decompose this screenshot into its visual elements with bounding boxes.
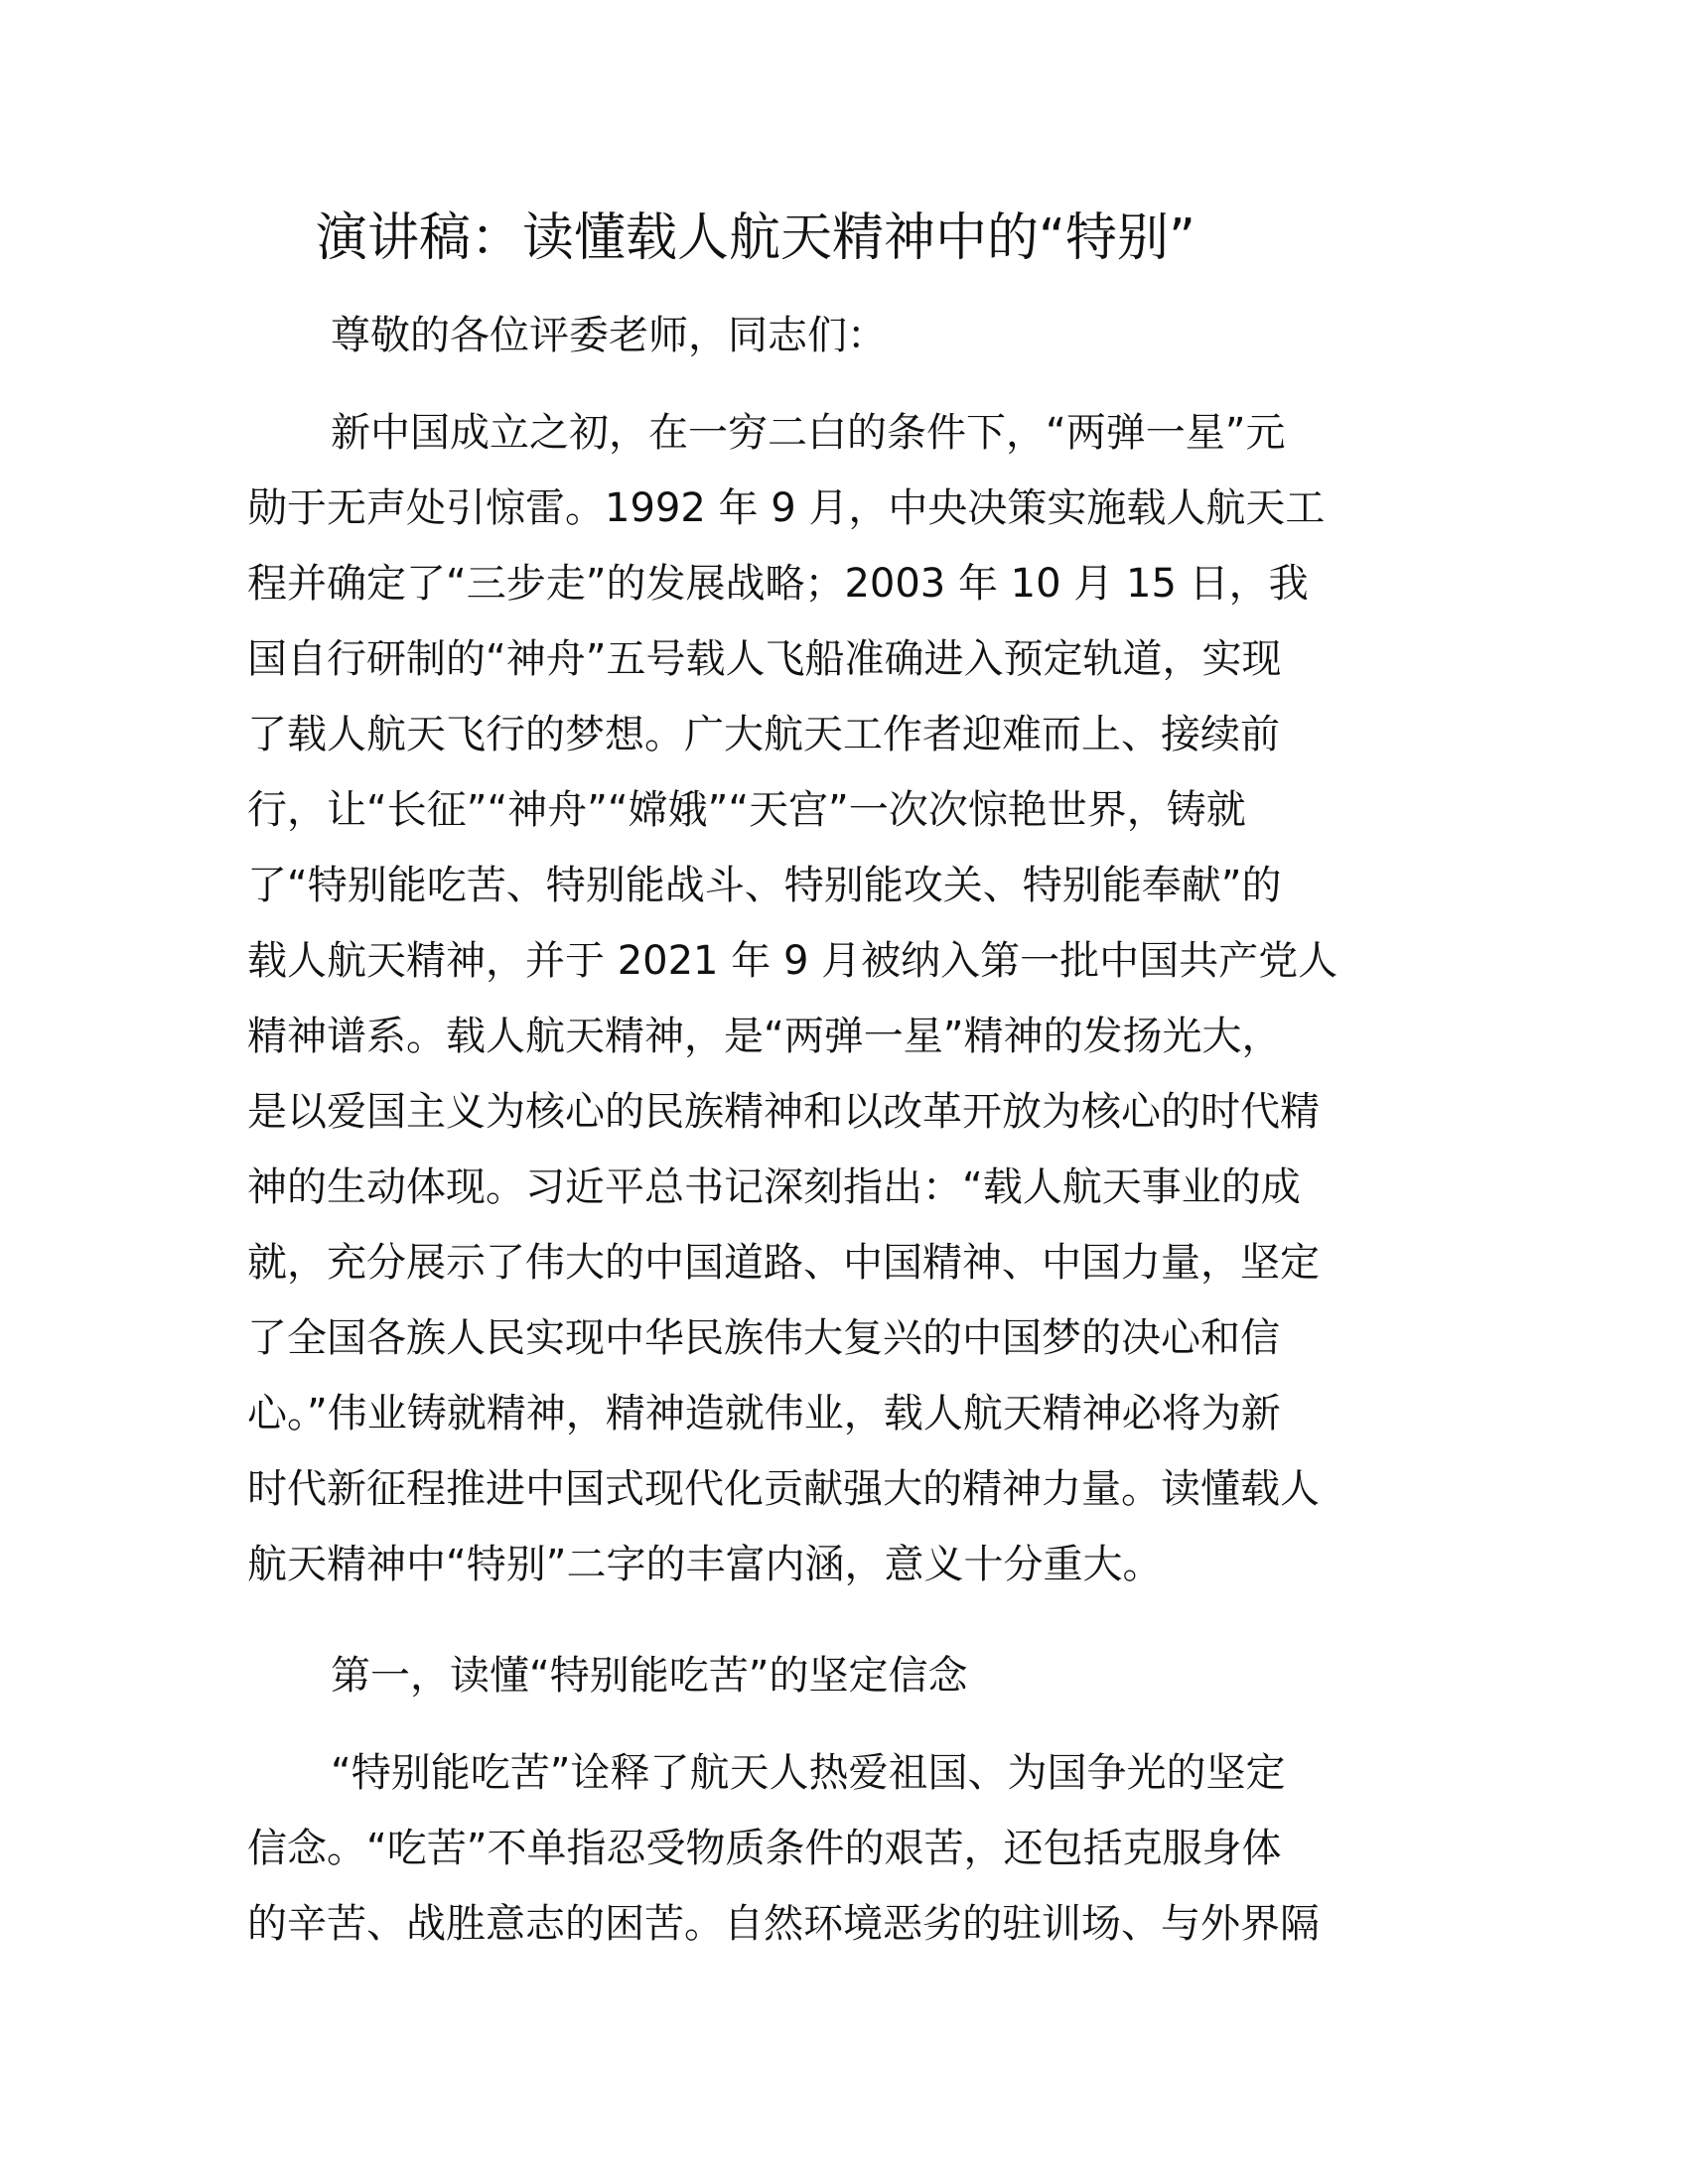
paragraph-intro: [247, 395, 1337, 1602]
paragraph-line: 神的生动体现。习近平总书记深刻指出：“载人航天事业的成: [247, 1164, 1301, 1210]
paragraph-line: 了载人航天飞行的梦想。广大航天工作者迎难而上、接续前: [247, 712, 1280, 757]
paragraph-line: 新中国成立之初，在一穷二白的条件下，“两弹一星”元: [331, 410, 1286, 456]
section-heading: 第一，读懂“特别能吃苦”的坚定信念: [331, 1653, 968, 1699]
paragraph-line: 信念。“吃苦”不单指忍受物质条件的艰苦，还包括克服身体: [247, 1826, 1282, 1871]
salutation: 尊敬的各位评委老师，同志们：: [331, 313, 887, 358]
paragraph-section1: [247, 1735, 1320, 1962]
paragraph-line: 航天精神中“特别”二字的丰富内涵，意义十分重大。: [247, 1542, 1163, 1587]
paragraph-line: 程并确定了“三步走”的发展战略；2003 年 10 月 15 日，我: [247, 561, 1309, 607]
paragraph-line: 国自行研制的“神舟”五号载人飞船准确进入预定轨道，实现: [247, 636, 1282, 682]
paragraph-line: 行，让“长征”“神舟”“嫦娥”“天宫”一次次惊艳世界，铸就: [247, 787, 1246, 833]
paragraph-line: 了全国各族人民实现中华民族伟大复兴的中国梦的决心和信: [247, 1315, 1280, 1361]
document-title: 演讲稿：读懂载人航天精神中的“特别”: [316, 208, 1196, 268]
paragraph-line: “特别能吃苦”诠释了航天人热爱祖国、为国争光的坚定: [331, 1750, 1286, 1796]
paragraph-line: 了“特别能吃苦、特别能战斗、特别能攻关、特别能奉献”的: [247, 863, 1282, 908]
paragraph-line: 就，充分展示了伟大的中国道路、中国精神、中国力量，坚定: [247, 1240, 1320, 1286]
paragraph-line: 的辛苦、战胜意志的困苦。自然环境恶劣的驻训场、与外界隔: [247, 1901, 1320, 1947]
paragraph-line: 勋于无声处引惊雷。1992 年 9 月，中央决策实施载人航天工: [247, 485, 1326, 531]
paragraph-line: 时代新征程推进中国式现代化贡献强大的精神力量。读懂载人: [247, 1466, 1320, 1512]
paragraph-line: 精神谱系。载人航天精神，是“两弹一星”精神的发扬光大，: [247, 1014, 1282, 1059]
paragraph-line: 载人航天精神，并于 2021 年 9 月被纳入第一批中国共产党人: [247, 938, 1338, 984]
paragraph-line: 心。”伟业铸就精神，精神造就伟业，载人航天精神必将为新: [247, 1391, 1281, 1436]
paragraph-line: 是以爱国主义为核心的民族精神和以改革开放为核心的时代精: [247, 1089, 1320, 1135]
